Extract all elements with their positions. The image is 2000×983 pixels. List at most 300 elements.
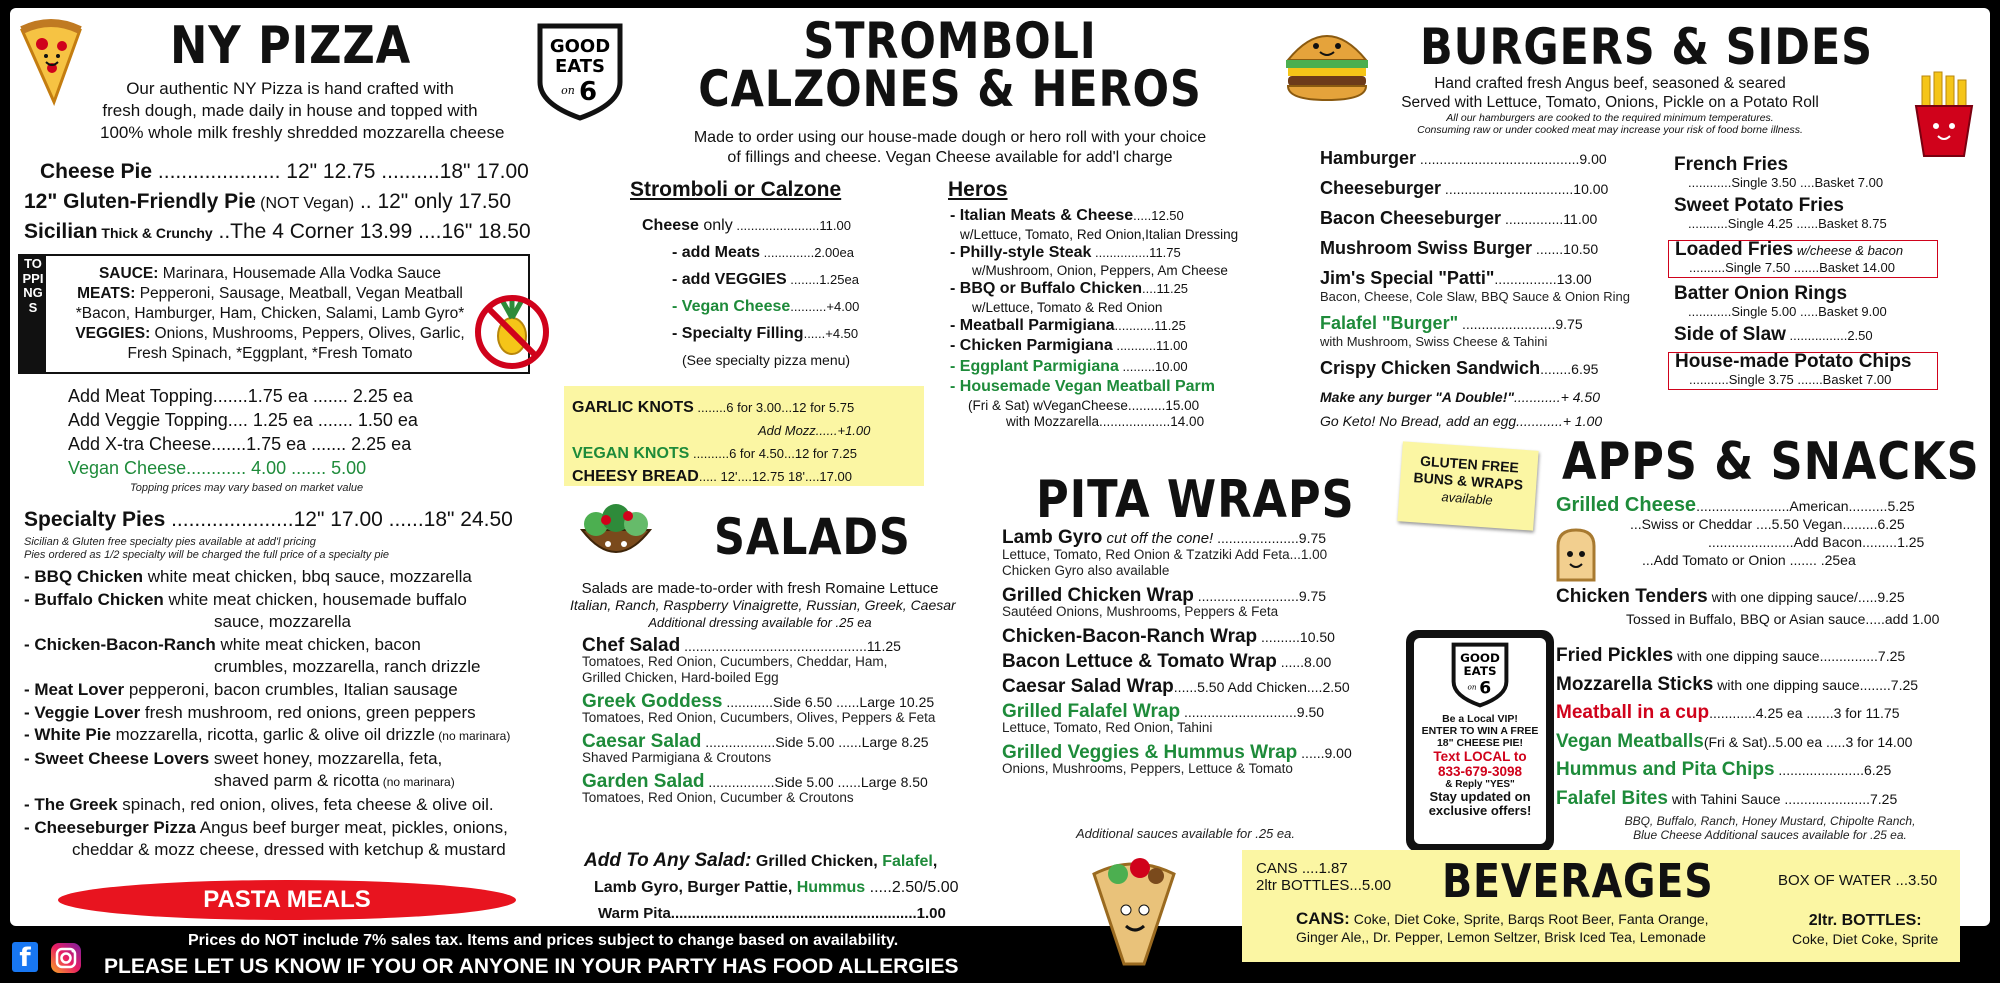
beverage-prices-left <box>1256 860 1391 894</box>
hero-name: - Meatball Parmigiana <box>950 316 1115 334</box>
specialty-name: - Sweet Cheese Lovers <box>24 748 210 768</box>
salad-desc: Tomatoes, Red Onion, Cucumbers, Cheddar, Ham, <box>582 654 888 669</box>
burger-price: ...............11.00 <box>1501 211 1598 227</box>
gluten-line: available <box>1440 489 1494 508</box>
hero-desc: w/Lettuce, Tomato, Red Onion,Italian Dressing <box>960 226 1239 242</box>
side-name-row <box>1674 154 1938 175</box>
tenders-row: Chicken Tenders with one dipping sauce/.....9.25 <box>1556 586 1905 607</box>
hero-price: .........10.00 <box>1118 358 1188 374</box>
hero-price: ...........11.00 <box>1112 338 1188 353</box>
side-item <box>1674 324 1938 345</box>
specialty-name: - White Pie <box>24 725 111 745</box>
app-item <box>1556 728 1918 757</box>
burger-name: Bacon Cheeseburger <box>1320 208 1502 228</box>
tenders-row: Tossed in Buffalo, BBQ or Asian sauce.....add 1.00 <box>1626 611 1940 627</box>
pita-desc: Lettuce, Tomato, Red Onion, Tahini <box>1002 720 1213 735</box>
pita-name: Chicken-Bacon-Ranch Wrap <box>1002 626 1258 647</box>
cans-list2: Ginger Ale,, Dr. Pepper, Lemon Seltzer, Brisk Iced Tea, Lemonade <box>1296 929 1706 945</box>
salads-intro <box>570 580 956 631</box>
side-name: House-made Potato Chips <box>1675 351 1912 372</box>
app-name: Meatball in a cup <box>1556 702 1710 723</box>
specialty-item <box>24 634 510 657</box>
grilled-cheese-row: ...Add Tomato or Onion ....... .25ea <box>1642 552 1856 568</box>
salads-list <box>582 635 936 806</box>
pizza-price: ..The 4 Corner 13.99 ....16" 18.50 <box>212 220 531 243</box>
burger-name: Hamburger <box>1320 148 1417 168</box>
salad-name: Garden Salad <box>582 771 705 792</box>
specialty-desc: white meat chicken, bacon <box>215 634 421 654</box>
pita-name: Grilled Falafel Wrap <box>1002 701 1181 722</box>
instagram-icon[interactable] <box>50 942 82 974</box>
specialty-desc: mozzarella, ricotta, garlic & olive oil drizzle <box>110 725 435 745</box>
pita-name: Lamb Gyro <box>1002 527 1103 548</box>
burgers-title: BURGERS & SIDES <box>1420 18 1873 76</box>
pita-desc: Onions, Mushrooms, Peppers, Lettuce & Tomato <box>1002 761 1293 776</box>
addons-note: Topping prices may vary based on market value <box>130 482 364 494</box>
facebook-icon[interactable]: f <box>12 942 38 972</box>
pita-name: Caesar Salad Wrap <box>1002 676 1174 697</box>
salads-intro-line: Salads are made-to-order with fresh Romaine Lettuce <box>581 580 939 597</box>
grilled-cheese-block <box>1556 496 1924 569</box>
side-price: ..........Single 7.50 .......Basket 14.00 <box>1689 260 1895 275</box>
specialty-name: - Meat Lover <box>24 679 125 699</box>
side-name: Sweet Potato Fries <box>1674 195 1844 216</box>
app-note: with one dipping sauce <box>1673 648 1820 664</box>
burger-price: ........6.95 <box>1540 361 1599 377</box>
pizza-row-gluten <box>24 190 511 214</box>
burger-item <box>1320 268 1630 289</box>
salad-item <box>582 731 935 752</box>
specialty-desc2 <box>24 611 510 634</box>
specialty-desc2-text: crumbles, mozzarella, ranch drizzle <box>214 657 481 677</box>
specialty-note-line: Pies ordered as 1/2 specialty will be charged the full price of a specialty pie <box>24 549 390 561</box>
salad-icon <box>576 500 656 570</box>
knot-row: CHEESY BREAD..... 12'....12.75 18'....17.00 <box>572 468 852 485</box>
app-item <box>1556 785 1918 814</box>
specialty-name: - BBQ Chicken <box>24 567 144 586</box>
warm-pita: Warm Pita...........................................................1.00 <box>598 905 946 922</box>
side-name-row <box>1674 324 1938 345</box>
specialty-name: - Veggie Lover <box>24 702 141 722</box>
gluten-free-badge <box>1397 441 1538 530</box>
hero-desc: with Mozzarella...................14.00 <box>1006 413 1205 429</box>
hero-price: .....12.50 <box>1133 208 1184 223</box>
side-name-row <box>1675 351 1931 372</box>
burger-name: Mushroom Swiss Burger <box>1320 238 1533 258</box>
pita-sauce-note: Additional sauces available for .25 ea. <box>1076 826 1295 841</box>
specialty-item <box>24 748 510 771</box>
hero-desc: w/Lettuce, Tomato & Red Onion <box>972 299 1163 315</box>
no-pineapple-icon <box>472 290 552 370</box>
specialty-desc2-text: shaved parm & ricotta <box>214 771 380 791</box>
app-item <box>1556 756 1918 785</box>
burgers-note-line: All our hamburgers are cooked to the required minimum temperatures. <box>1446 112 1774 124</box>
fries-icon <box>1904 72 1984 162</box>
specialty-name: - The Greek <box>24 794 118 814</box>
grilled-cheese-row: ......................Add Bacon.........1.25 <box>1708 534 1925 550</box>
side-item <box>1674 195 1938 231</box>
pizza-row-cheese <box>40 160 529 184</box>
pizza-note: Thick & Crunchy <box>97 225 213 241</box>
pita-name: Grilled Veggies & Hummus Wrap <box>1002 742 1298 763</box>
app-price: ............4.25 ea .......3 for 11.75 <box>1709 705 1900 721</box>
topping-line: Fresh Spinach, *Eggplant, *Fresh Tomato <box>127 345 413 362</box>
salad-name: Chef Salad <box>582 635 681 656</box>
hero-name: - Housemade Vegan Meatball Parm <box>950 378 1215 395</box>
hero-item <box>950 243 1238 264</box>
salad-name: Caesar Salad <box>582 731 702 752</box>
salads-intro-line: Additional dressing available for .25 ea <box>648 615 872 630</box>
burger-item <box>1320 148 1630 169</box>
side-item <box>1674 154 1938 190</box>
apps-sauce-line: Blue Cheese Additional sauces available for .25 ea. <box>1633 828 1907 842</box>
addon-line: Add Meat Topping.......1.75 ea ....... 2.25 ea <box>68 386 413 406</box>
pita-name: Grilled Chicken Wrap <box>1002 585 1194 606</box>
pizza-note: (NOT Vegan) <box>255 195 355 212</box>
apps-title: APPS & SNACKS <box>1562 432 1980 492</box>
pita-desc: Chicken Gyro also available <box>1002 563 1170 578</box>
app-note: (Fri & Sat)..5.00 ea .....3 for 14.00 <box>1703 733 1913 750</box>
hero-desc: (Fri & Sat) wVeganCheese..........15.00 <box>968 397 1200 413</box>
hero-item <box>950 206 1238 227</box>
double-row <box>1320 387 1630 407</box>
phone-bottom-line: exclusive offers! <box>1428 803 1532 818</box>
salad-price: .................Side 5.00 ......Large 8.50 <box>704 774 928 790</box>
burger-name: Falafel "Burger" <box>1320 313 1459 333</box>
hero-name: - Eggplant Parmigiana <box>950 357 1119 375</box>
gluten-line: BUNS & WRAPS <box>1413 469 1524 493</box>
side-name-row <box>1674 283 1938 304</box>
pita-title: PITA WRAPS <box>1036 470 1355 530</box>
specialty-desc: white meat chicken, bbq sauce, mozzarella <box>143 567 472 586</box>
salads-intro-line: Italian, Ranch, Raspberry Vinaigrette, Russian, Greek, Caesar <box>570 597 956 613</box>
calzone-items <box>642 212 859 374</box>
hero-name: - Italian Meats & Cheese <box>950 207 1134 224</box>
footer-tax-note: Prices do NOT include 7% sales tax. Items and prices subject to change based on availability. <box>188 932 899 949</box>
hero-item <box>950 357 1238 378</box>
burger-item <box>1320 208 1630 229</box>
hero-price: ....11.25 <box>1142 281 1189 296</box>
calzone-item: - add Meats ..............2.00ea <box>672 244 854 261</box>
pita-item <box>1002 527 1352 548</box>
app-name: Vegan Meatballs <box>1556 730 1704 752</box>
specialty-name: - Cheeseburger Pizza <box>24 817 196 837</box>
hero-price: ...........11.25 <box>1114 317 1186 333</box>
salad-item <box>582 691 935 712</box>
cans-price: CANS ....1.87 <box>1256 860 1348 877</box>
specialty-desc: Angus beef burger meat, pickles, onions, <box>195 817 508 837</box>
pita-price: ..........................9.75 <box>1193 588 1327 604</box>
burger-item <box>1320 358 1630 379</box>
side-item <box>1668 240 1938 278</box>
burger-price: ................13.00 <box>1494 271 1592 287</box>
topping-line: MEATS: Pepperoni, Sausage, Meatball, Vegan Meatball <box>77 285 463 302</box>
double-label: Make any burger "A Double!" <box>1320 389 1515 405</box>
footer-allergy-note: PLEASE LET US KNOW IF YOU OR ANYONE IN YOUR PARTY HAS FOOD ALLERGIES <box>104 955 959 978</box>
calzone-item: Cheese only .......................11.00 <box>642 217 851 234</box>
sides-list <box>1674 154 1938 390</box>
pizza-name: Cheese Pie <box>40 160 153 183</box>
specialty-desc2-text: cheddar & mozz cheese, dressed with ketchup & mustard <box>72 840 506 860</box>
salad-addons <box>584 848 959 927</box>
addon-line: Vegan Cheese............ 4.00 ....... 5.00 <box>68 458 367 478</box>
app-name: Fried Pickles <box>1556 645 1674 666</box>
burgers-intro-line: Hand crafted fresh Angus beef, seasoned & seared <box>1434 75 1786 92</box>
burgers-intro <box>1390 74 1830 136</box>
pita-item <box>1002 676 1352 697</box>
specialty-note-line: Sicilian & Gluten free specialty pies available at add'l pricing <box>24 536 316 548</box>
side-price: ...........Single 4.25 ......Basket 8.75 <box>1688 216 1887 231</box>
toppings-box <box>18 254 530 374</box>
hero-item <box>950 316 1238 337</box>
burgers-intro-line: Served with Lettuce, Tomato, Onions, Pickle on a Potato Roll <box>1401 94 1819 111</box>
bottles-label: 2ltr. BOTTLES: <box>1808 912 1922 929</box>
pita-price: ......5.50 Add Chicken....2.50 <box>1173 679 1350 695</box>
knots-box <box>564 386 924 486</box>
side-name: Loaded Fries <box>1675 239 1794 260</box>
toppings-list <box>50 264 490 364</box>
calzone-header: Stromboli or Calzone <box>630 178 842 201</box>
burger-price: .........................................9.00 <box>1416 151 1607 167</box>
salad-add-line2: Lamb Gyro, Burger Pattie, Hummus .....2.50/5.00 <box>594 879 959 896</box>
hero-desc: w/Mushroom, Onion, Peppers, Am Cheese <box>972 263 1228 278</box>
burger-item <box>1320 238 1630 259</box>
burger-price: ........................9.75 <box>1458 316 1583 332</box>
phone-red-line: Text LOCAL to <box>1433 749 1527 764</box>
pizza-intro-line: fresh dough, made daily in house and topped with <box>102 101 478 120</box>
specialty-notes <box>24 536 389 562</box>
calzone-item: - add VEGGIES ........1.25ea <box>672 271 859 288</box>
side-price: ...........Single 3.75 .......Basket 7.00 <box>1689 372 1892 387</box>
hero-item <box>950 336 1238 357</box>
salad-price: ...............................................11.25 <box>680 638 901 654</box>
specialty-item <box>24 566 510 589</box>
beverages-title: BEVERAGES <box>1442 854 1714 908</box>
pizza-intro-line: 100% whole milk freshly shredded mozzarella cheese <box>100 123 505 142</box>
specialty-name: - Buffalo Chicken <box>24 589 164 609</box>
stromboli-title-line2: CALZONES & HEROS <box>698 60 1202 118</box>
keto-row: Go Keto! No Bread, add an egg............+ 1.00 <box>1320 413 1603 429</box>
cans-list-block <box>1296 910 1709 946</box>
salad-desc: Grilled Chicken, Hard-boiled Egg <box>582 670 779 685</box>
grilled-cheese-row: Grilled Cheese........................American..........5.25 <box>1556 494 1915 516</box>
phone-reply: & Reply "YES" <box>1445 779 1515 790</box>
calzone-item: - Specialty Filling......+4.50 <box>672 325 859 342</box>
specialty-item <box>24 817 510 840</box>
svg-text:on: on <box>1467 682 1477 692</box>
grilled-cheese-row: ...Swiss or Cheddar ....5.50 Vegan.........6.25 <box>1630 516 1905 532</box>
burger-name: Cheeseburger <box>1320 178 1442 198</box>
specialty-name: - Chicken-Bacon-Ranch <box>24 634 216 654</box>
cans-label: CANS: <box>1296 909 1350 928</box>
app-note: with Tahini Sauce <box>1667 790 1781 807</box>
app-note: with one dipping sauce <box>1713 676 1860 693</box>
app-name: Hummus and Pita Chips <box>1556 759 1775 780</box>
phone-red-line: 833-679-3098 <box>1437 764 1523 779</box>
gluten-line: GLUTEN FREE <box>1419 452 1520 476</box>
hero-item <box>950 279 1238 300</box>
heros-list <box>950 206 1238 430</box>
bottles-list-block <box>1792 912 1938 948</box>
app-item <box>1556 642 1918 671</box>
toppings-vertical-label: TOPPINGS <box>20 256 46 372</box>
pita-price: ......8.00 <box>1276 654 1332 670</box>
side-price: ............Single 3.50 ....Basket 7.00 <box>1688 175 1884 190</box>
specialty-item <box>24 702 510 725</box>
salad-item <box>582 771 935 792</box>
side-name-row <box>1674 195 1938 216</box>
pizza-title: NY PIZZA <box>170 16 412 76</box>
burgers-list <box>1320 148 1630 431</box>
pita-price: .....................9.75 <box>1213 530 1327 546</box>
logo-word-six: 6 <box>578 77 598 107</box>
specialty-note: (no marinara) <box>434 729 511 744</box>
specialty-desc: sweet honey, mozzarella, feta, <box>209 748 443 768</box>
hero-item <box>950 377 1238 398</box>
phone-bottom-line: Stay updated on <box>1429 789 1531 804</box>
stromboli-intro-line: of fillings and cheese. Vegan Cheese available for add'l charge <box>727 149 1173 166</box>
pita-item <box>1002 651 1352 672</box>
pita-desc: Sautéed Onions, Mushrooms, Peppers & Feta <box>1002 604 1279 619</box>
salads-title: SALADS <box>714 508 911 566</box>
side-price: ................2.50 <box>1785 328 1873 343</box>
apps-list <box>1556 642 1918 813</box>
hero-name: - BBQ or Buffalo Chicken <box>950 280 1143 297</box>
app-price: ...............7.25 <box>1819 648 1906 664</box>
knot-row: VEGAN KNOTS ..........6 for 4.50...12 for 7.25 <box>572 445 857 462</box>
salad-price: ............Side 6.50 ......Large 10.25 <box>722 694 935 710</box>
burger-price: .......10.50 <box>1532 241 1599 257</box>
salad-desc: Tomatoes, Red Onion, Cucumber & Croutons <box>582 790 854 805</box>
specialty-desc: white meat chicken, housemade buffalo <box>163 589 467 609</box>
pita-price: ..........10.50 <box>1257 629 1335 645</box>
calzone-item: - Vegan Cheese..........+4.00 <box>672 298 860 315</box>
pita-item <box>1002 626 1352 647</box>
svg-text:GOOD: GOOD <box>1460 650 1500 665</box>
app-name: Mozzarella Sticks <box>1556 673 1714 695</box>
app-price: ........7.25 <box>1859 676 1919 693</box>
topping-line: *Bacon, Hamburger, Ham, Chicken, Salami, Lamb Gyro* <box>75 305 465 322</box>
burger-item <box>1320 313 1630 334</box>
bottles-list: Coke, Diet Coke, Sprite <box>1792 931 1939 947</box>
good-eats-logo <box>534 22 626 122</box>
pizza-slice-icon <box>16 16 86 108</box>
hero-name: - Chicken Parmigiana <box>950 337 1113 354</box>
burgers-note-line: Consuming raw or under cooked meat may increase your risk of food borne illness. <box>1417 124 1803 136</box>
burger-desc: Bacon, Cheese, Cole Slaw, BBQ Sauce & Onion Ring <box>1320 289 1631 304</box>
pizza-row-sicilian <box>24 220 531 244</box>
pita-name: Bacon Lettuce & Tomato Wrap <box>1002 651 1277 672</box>
specialty-item <box>24 679 510 702</box>
specialty-desc2 <box>24 770 510 794</box>
pizza-intro-line: Our authentic NY Pizza is hand crafted with <box>126 79 454 98</box>
salad-price: ..................Side 5.00 ......Large 8.25 <box>701 734 929 750</box>
pita-icon <box>1084 854 1184 970</box>
app-item <box>1556 671 1918 700</box>
cans-list: Coke, Diet Coke, Sprite, Barqs Root Beer, Fanta Orange, <box>1349 911 1709 927</box>
stromboli-intro-line: Made to order using our house-made dough or hero roll with your choice <box>693 129 1207 146</box>
side-item <box>1668 352 1938 390</box>
specialty-desc: fresh mushroom, red onions, green peppers <box>140 702 476 722</box>
phone-logo <box>1447 642 1513 708</box>
pita-desc: Lettuce, Tomato, Red Onion & Tzatziki Add Feta...1.00 <box>1002 547 1328 562</box>
salad-desc: Tomatoes, Red Onion, Cucumbers, Olives, Peppers & Feta <box>582 710 936 725</box>
water-price: BOX OF WATER ...3.50 <box>1778 872 1938 889</box>
app-price: ......................6.25 <box>1774 762 1892 778</box>
addon-line: Add X-tra Cheese.......1.75 ea ....... 2.25 ea <box>68 434 412 454</box>
specialty-desc: spinach, red onion, olives, feta cheese & olive oil. <box>117 794 494 814</box>
pita-item <box>1002 585 1352 606</box>
salad-item <box>582 635 935 656</box>
logo-word-on: on <box>561 84 575 97</box>
stromboli-title-line1: STROMBOLI <box>803 12 1097 70</box>
addon-line: Add Veggie Topping.... 1.25 ea ....... 1.50 ea <box>68 410 418 430</box>
svg-text:6: 6 <box>1479 678 1492 699</box>
logo-word-good: GOOD <box>549 36 611 57</box>
side-item <box>1674 283 1938 319</box>
pasta-meals-button[interactable]: PASTA MEALS <box>58 880 516 920</box>
burger-name: Jim's Special "Patti" <box>1320 268 1495 288</box>
specialty-item <box>24 724 510 748</box>
burger-item <box>1320 178 1630 199</box>
side-price: ............Single 5.00 .....Basket 9.00 <box>1688 304 1887 319</box>
side-note: w/cheese & bacon <box>1793 243 1904 258</box>
logo-word-eats: EATS <box>554 56 606 77</box>
pita-note: cut off the cone! <box>1102 530 1214 547</box>
pizza-name: Sicilian <box>24 220 98 243</box>
app-price: ......................7.25 <box>1780 790 1898 807</box>
tenders-block <box>1556 586 1939 630</box>
specialty-list <box>24 566 510 862</box>
knot-row: GARLIC KNOTS ........6 for 3.00...12 for 5.75 <box>572 399 855 416</box>
salad-name: Greek Goddess <box>582 691 723 712</box>
specialty-desc: pepperoni, bacon crumbles, Italian sausage <box>124 679 458 699</box>
salad-add-line1: Add To Any Salad: Grilled Chicken, Falafel, <box>584 850 938 871</box>
burger-name: Crispy Chicken Sandwich <box>1320 358 1541 378</box>
side-name: Side of Slaw <box>1674 324 1786 345</box>
app-item <box>1556 699 1918 728</box>
pizza-name: 12" Gluten-Friendly Pie <box>24 190 256 213</box>
side-name: Batter Onion Rings <box>1674 283 1848 304</box>
phone-promo <box>1406 630 1554 852</box>
specialty-item <box>24 589 510 612</box>
pizza-price: ..................... 12" 12.75 ..........18" 17.00 <box>152 160 529 183</box>
pita-price: ......9.00 <box>1297 745 1352 761</box>
phone-line: ENTER TO WIN A FREE <box>1421 725 1539 737</box>
calzone-note: (See specialty pizza menu) <box>682 352 851 368</box>
pita-list <box>1002 527 1352 777</box>
specialty-item <box>24 794 510 817</box>
pita-price: .............................9.50 <box>1180 704 1325 720</box>
hero-name: - Philly-style Steak <box>950 243 1092 261</box>
pizza-intro <box>100 78 505 144</box>
pita-item <box>1002 742 1352 763</box>
topping-line: VEGGIES: Onions, Mushrooms, Peppers, Olives, Garlic, <box>75 325 465 342</box>
stromboli-intro <box>630 128 1270 168</box>
side-name: French Fries <box>1674 154 1789 175</box>
bottles-price: 2ltr BOTTLES...5.00 <box>1256 877 1392 894</box>
specialty-prices: .....................12" 17.00 ......18" 24.50 <box>165 508 513 531</box>
burger-price: .................................10.00 <box>1441 181 1609 197</box>
svg-text:EATS: EATS <box>1463 664 1497 678</box>
specialty-title: Specialty Pies <box>24 508 166 531</box>
apps-sauce-line: BBQ, Buffalo, Ranch, Honey Mustard, Chipolte Ranch, <box>1624 814 1916 828</box>
apps-sauce-note <box>1570 814 1970 842</box>
phone-screen <box>1414 638 1546 844</box>
pizza-price: .. 12" only 17.50 <box>354 190 512 213</box>
topping-addons <box>68 384 418 480</box>
specialty-desc2 <box>24 839 510 862</box>
